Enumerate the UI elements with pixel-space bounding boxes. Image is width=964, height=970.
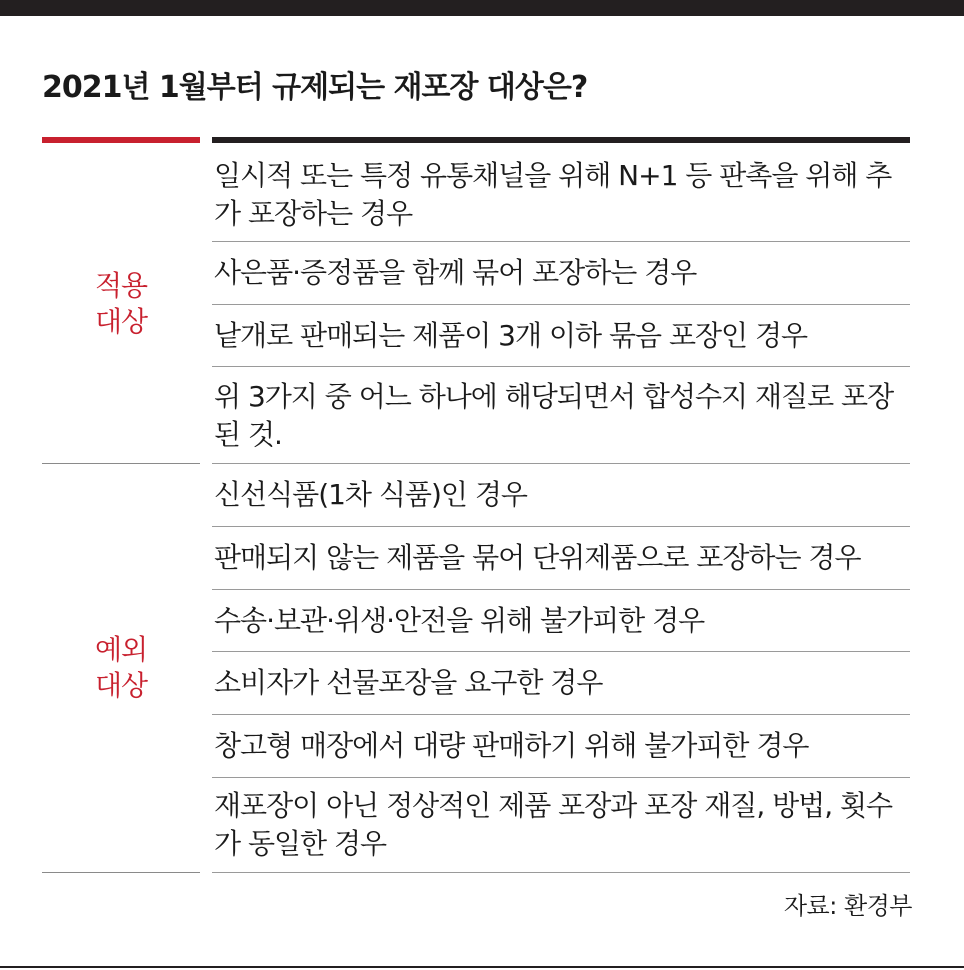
list-item	[212, 590, 910, 652]
page-title: 2021년 1월부터 규제되는 재포장 대상은?	[42, 70, 588, 105]
list-item-text: 수송·보관·위생·안전을 위해 불가피한 경우	[214, 604, 705, 637]
left-top-rule	[42, 137, 200, 143]
item-divider	[212, 366, 910, 367]
section-divider	[42, 463, 200, 464]
list-item	[212, 527, 910, 589]
right-top-rule	[212, 137, 910, 143]
section-label-applicable	[42, 268, 200, 340]
source-credit: 자료: 환경부	[783, 892, 912, 920]
list-item	[212, 652, 910, 714]
list-item	[212, 242, 910, 304]
list-item	[212, 464, 910, 526]
section-label-line: 대상	[94, 305, 148, 338]
list-item-text: 낱개로 판매되는 제품이 3개 이하 묶음 포장인 경우	[214, 319, 808, 352]
section-label-exception	[42, 632, 200, 704]
list-item-text: 사은품·증정품을 함께 묶어 포장하는 경우	[214, 256, 697, 289]
section-divider	[42, 872, 200, 873]
list-item-text: 신선식품(1차 식품)인 경우	[214, 478, 527, 511]
section-label-line: 예외	[94, 633, 148, 666]
list-item	[212, 715, 910, 777]
list-item	[212, 778, 910, 872]
list-item-text: 소비자가 선물포장을 요구한 경우	[214, 666, 603, 699]
section-label-line: 대상	[94, 669, 148, 702]
list-item-text: 재포장이 아닌 정상적인 제품 포장과 포장 재질, 방법, 횟수가 동일한 경우	[214, 789, 893, 860]
list-item	[212, 150, 910, 240]
item-divider	[212, 872, 910, 873]
list-item	[212, 368, 910, 463]
section-label-line: 적용	[94, 269, 148, 302]
list-item-text: 창고형 매장에서 대량 판매하기 위해 불가피한 경우	[214, 729, 809, 762]
list-item-text: 판매되지 않는 제품을 묶어 단위제품으로 포장하는 경우	[214, 541, 861, 574]
bottom-rule	[0, 966, 964, 968]
list-item	[212, 305, 910, 367]
top-bar	[0, 0, 964, 16]
list-item-text: 일시적 또는 특정 유통채널을 위해 N+1 등 판촉을 위해 추가 포장하는 경우	[214, 159, 892, 230]
list-item-text: 위 3가지 중 어느 하나에 해당되면서 합성수지 재질로 포장된 것.	[214, 379, 894, 451]
